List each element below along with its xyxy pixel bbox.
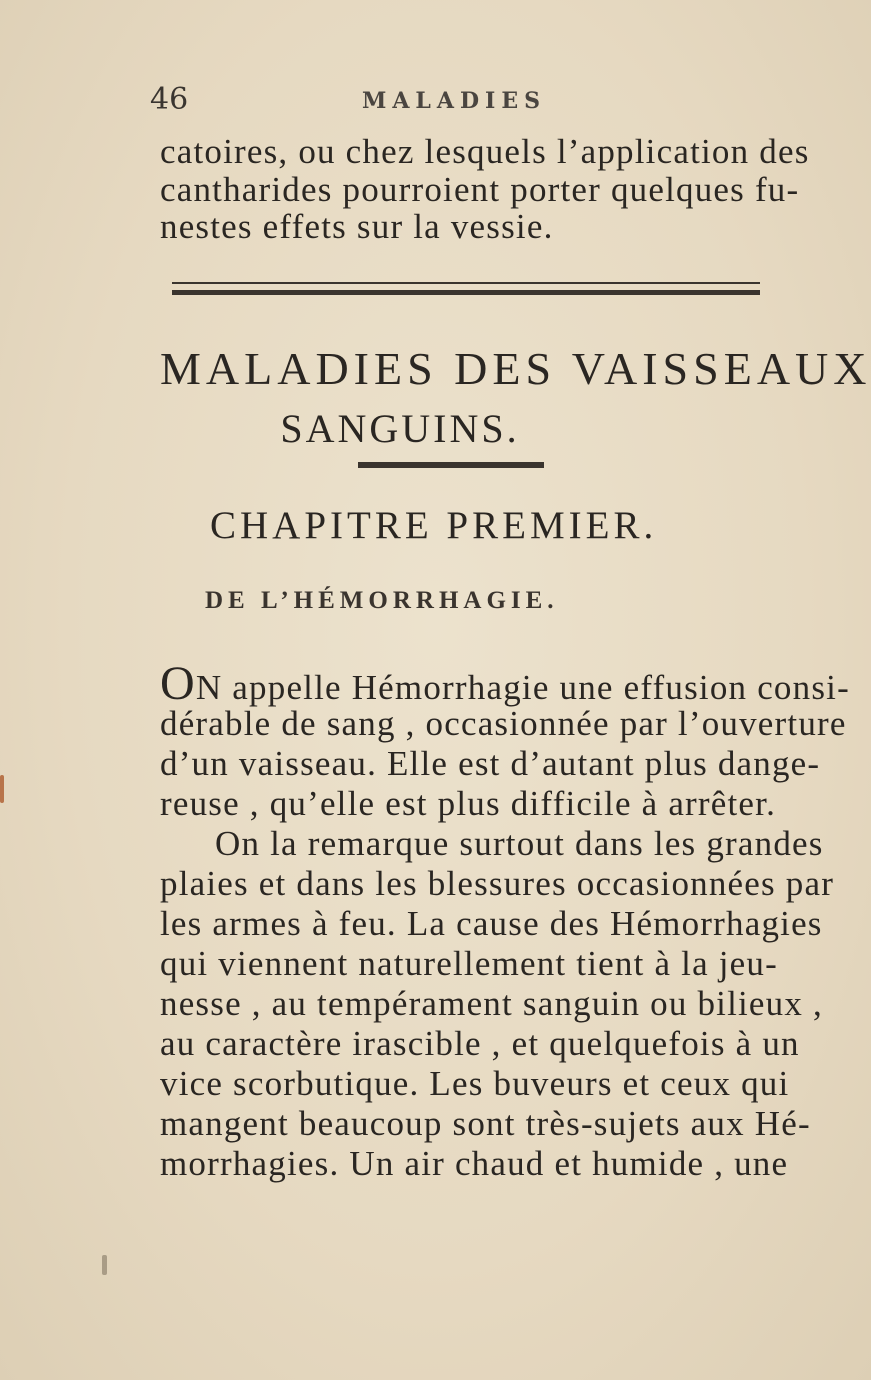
body-line-first <box>160 657 850 710</box>
section-title-continued: SANGUINS. <box>280 406 520 451</box>
body-line: plaies et dans les blessures occasionnées par <box>160 864 835 903</box>
running-title: MALADIES <box>362 88 546 114</box>
body-line: au caractère irascible , et quelquefois à un <box>160 1024 800 1063</box>
double-rule-bottom <box>172 290 760 295</box>
paper-stain <box>102 1255 107 1275</box>
intro-line: nestes effets sur la vessie. <box>160 207 554 246</box>
body-line: nesse , au tempérament sanguin ou bilieux , <box>160 984 823 1023</box>
chapter-subtitle: DE L’HÉMORRHAGIE. <box>205 587 559 614</box>
body-line: On la remarque surtout dans les grandes <box>215 824 824 863</box>
short-rule <box>358 462 544 468</box>
page-number: 46 <box>150 82 189 117</box>
paper-stain <box>0 775 4 803</box>
body-line: qui viennent naturellement tient à la jeu- <box>160 944 778 983</box>
body-line: reuse , qu’elle est plus difficile à arrêter. <box>160 784 777 823</box>
section-title: MALADIES DES VAISSEAUX <box>160 343 871 394</box>
first-word-rest: N <box>195 668 223 707</box>
intro-line: cantharides pourroient porter quelques fu- <box>160 170 800 209</box>
body-line: les armes à feu. La cause des Hémorrhagies <box>160 904 823 943</box>
chapter-title: CHAPITRE PREMIER. <box>210 504 658 547</box>
body-line: morrhagies. Un air chaud et humide , une <box>160 1144 789 1183</box>
drop-cap: O <box>160 657 196 710</box>
intro-line: catoires, ou chez lesquels l’application des <box>160 132 810 171</box>
body-line: dérable de sang , occasionnée par l’ouverture <box>160 704 847 743</box>
body-line: d’un vaisseau. Elle est d’autant plus dange- <box>160 744 821 783</box>
running-head <box>150 82 750 122</box>
first-line-rest: appelle Hémorrhagie une effusion consi- <box>222 668 850 707</box>
body-line: mangent beaucoup sont très-sujets aux Hé- <box>160 1104 811 1143</box>
body-line: vice scorbutique. Les buveurs et ceux qui <box>160 1064 790 1103</box>
double-rule-top <box>172 282 760 284</box>
